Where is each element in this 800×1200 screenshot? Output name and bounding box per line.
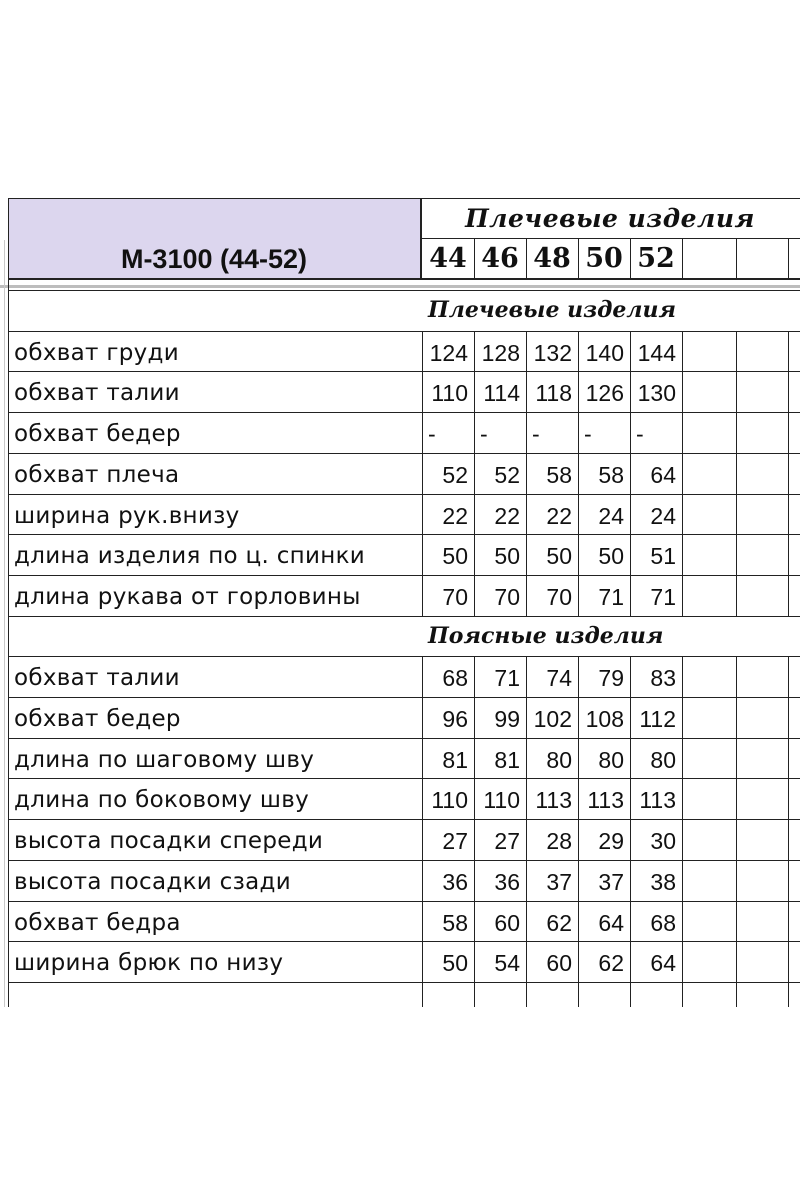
size-header-46: 46	[481, 243, 519, 274]
table-cell: 124	[429, 339, 468, 366]
table-cell: 50	[546, 543, 572, 570]
grid-line	[578, 982, 579, 1007]
table-cell: 64	[598, 909, 624, 936]
row-label: высота посадки сзади	[14, 868, 291, 895]
table-cell: 108	[585, 706, 624, 732]
row-label: длина изделия по ц. спинки	[14, 543, 366, 570]
grid-line	[578, 238, 579, 280]
table-cell: 60	[546, 950, 572, 977]
table-cell: -	[532, 421, 540, 448]
table-cell: 71	[650, 583, 676, 610]
row-label: длина по боковому шву	[14, 787, 310, 814]
table-cell: 113	[639, 787, 676, 814]
table-cell: 110	[431, 380, 468, 407]
grid-line	[788, 331, 789, 616]
row-label: обхват талии	[14, 665, 180, 692]
grid-line	[474, 238, 475, 280]
row-label: обхват бедер	[14, 421, 181, 448]
table-cell: 54	[494, 950, 520, 977]
table-cell: 68	[650, 909, 676, 936]
grid-line	[8, 198, 9, 1007]
table-cell: 27	[442, 828, 468, 855]
table-cell: 22	[546, 502, 572, 529]
table-cell: 113	[535, 787, 572, 814]
table-cell: 96	[442, 706, 468, 732]
grid-line	[0, 285, 800, 288]
table-cell: -	[480, 421, 488, 448]
table-cell: 29	[598, 828, 624, 855]
table-cell: 71	[494, 665, 520, 692]
table-cell: 58	[546, 461, 572, 488]
grid-line	[736, 982, 737, 1007]
table-cell: 80	[546, 746, 572, 773]
table-cell: 64	[650, 461, 676, 488]
grid-line	[682, 656, 683, 982]
row-label: обхват плеча	[14, 461, 180, 488]
table-cell: 22	[494, 502, 520, 529]
table-cell: 113	[587, 787, 624, 814]
grid-line	[788, 982, 789, 1007]
table-cell: 80	[650, 746, 676, 773]
grid-line	[788, 238, 789, 280]
grid-line	[474, 982, 475, 1007]
table-cell: 27	[494, 828, 520, 855]
section-title: Поясные изделия	[428, 622, 664, 649]
table-cell: 36	[442, 868, 468, 895]
table-cell: 52	[494, 461, 520, 488]
table-cell: 30	[650, 828, 676, 855]
table-cell: 58	[598, 461, 624, 488]
table-cell: 64	[650, 950, 676, 977]
table-cell: 74	[546, 665, 572, 692]
table-cell: 79	[598, 665, 624, 692]
table-cell: 110	[431, 787, 468, 814]
table-cell: 38	[650, 868, 676, 895]
row-label: обхват талии	[14, 380, 180, 407]
row-label: высота посадки спереди	[14, 828, 324, 855]
table-cell: 37	[546, 868, 572, 895]
grid-line	[736, 331, 737, 616]
table-cell: -	[428, 421, 436, 448]
table-cell: 128	[481, 339, 520, 366]
table-cell: -	[584, 421, 592, 448]
row-label: ширина брюк по низу	[14, 950, 284, 977]
grid-line	[736, 656, 737, 982]
table-cell: 144	[637, 339, 676, 366]
table-cell: 62	[598, 950, 624, 977]
grid-line	[526, 238, 527, 280]
table-cell: 81	[442, 746, 468, 773]
table-cell: 28	[546, 828, 572, 855]
table-cell: 130	[637, 380, 676, 407]
table-cell: 80	[598, 746, 624, 773]
grid-line	[8, 198, 800, 199]
table-cell: 60	[494, 909, 520, 936]
table-cell: -	[636, 421, 644, 448]
table-cell: 112	[639, 706, 676, 732]
table-cell: 24	[598, 502, 624, 529]
grid-line	[788, 656, 789, 982]
row-label: обхват бедер	[14, 706, 181, 732]
size-header-50: 50	[585, 243, 623, 274]
table-cell: 51	[650, 543, 676, 570]
table-cell: 114	[483, 380, 520, 407]
grid-line	[630, 238, 631, 280]
section-title: Плечевые изделия	[428, 297, 677, 323]
size-header-48: 48	[533, 243, 571, 274]
grid-line	[526, 982, 527, 1007]
table-cell: 99	[494, 706, 520, 732]
table-cell: 50	[598, 543, 624, 570]
row-label: длина по шаговому шву	[14, 746, 315, 773]
table-cell: 70	[442, 583, 468, 610]
table-cell: 50	[442, 950, 468, 977]
table-cell: 81	[494, 746, 520, 773]
table-cell: 37	[598, 868, 624, 895]
table-cell: 110	[483, 787, 520, 814]
grid-line	[420, 238, 800, 239]
grid-line	[736, 238, 737, 280]
grid-line	[682, 331, 683, 616]
grid-line	[630, 982, 631, 1007]
table-cell: 83	[650, 665, 676, 692]
table-cell: 118	[535, 380, 572, 407]
table-cell: 52	[442, 461, 468, 488]
table-cell: 70	[546, 583, 572, 610]
table-cell: 102	[533, 706, 572, 732]
model-name: М-3100 (44-52)	[120, 244, 308, 274]
table-cell: 50	[494, 543, 520, 570]
table-cell: 58	[442, 909, 468, 936]
table-cell: 22	[442, 502, 468, 529]
grid-line	[422, 982, 423, 1007]
table-cell: 70	[494, 583, 520, 610]
table-cell: 68	[442, 665, 468, 692]
row-label: обхват груди	[14, 339, 179, 366]
grid-line	[4, 240, 5, 1007]
row-label: длина рукава от горловины	[14, 583, 361, 610]
table-cell: 62	[546, 909, 572, 936]
grid-line	[682, 238, 683, 280]
size-header-44: 44	[429, 243, 467, 274]
table-cell: 140	[585, 339, 624, 366]
table-cell: 132	[533, 339, 572, 366]
table-cell: 71	[598, 583, 624, 610]
table-cell: 36	[494, 868, 520, 895]
row-label: обхват бедра	[14, 909, 181, 936]
table-cell: 50	[442, 543, 468, 570]
table-cell: 126	[585, 380, 624, 407]
size-header-52: 52	[637, 243, 675, 274]
grid-line	[420, 198, 422, 280]
table-cell: 24	[650, 502, 676, 529]
grid-line	[682, 982, 683, 1007]
header-title: Плечевые изделия	[465, 204, 755, 233]
row-label: ширина рук.внизу	[14, 502, 240, 529]
